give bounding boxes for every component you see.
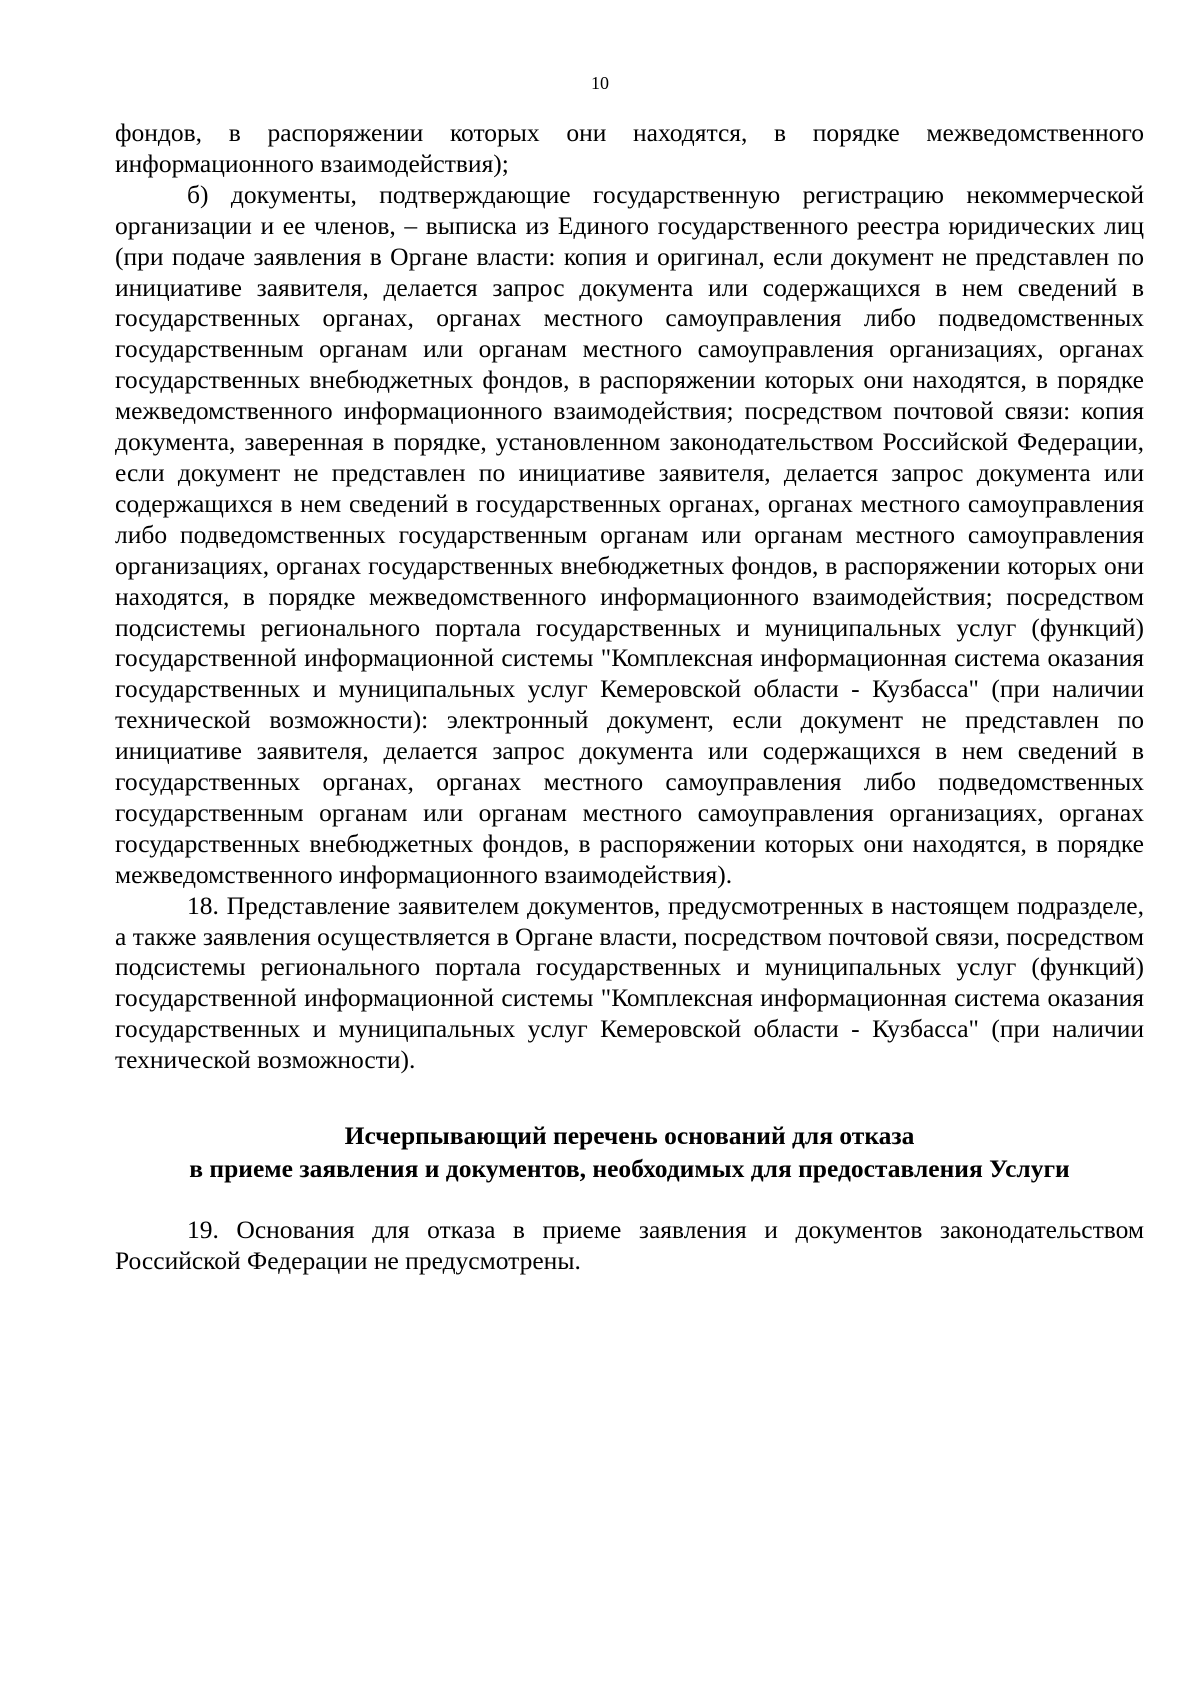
paragraph-item-19: 19. Основания для отказа в приеме заявления и документов законодательством Российской Федерации не предусмотрены. [115,1215,1144,1275]
paragraph-item-b: б) документы, подтверждающие государственную регистрацию некоммерческой организации и ее членов, – выписка из Единого государственного реестра юридических лиц (при подаче заявления в Органе власти: копия и оригинал, если документ не представлен по инициативе заявителя, делается запрос документа или содержащихся в нем сведений в государственных органах, органах местного самоуправления либо подведомственных государственным органам или органам местного самоуправления организациях, органах государственных внебюджетных фондов, в распоряжении которых они находятся, в порядке межведомственного информационного взаимодействия; посредством почтовой связи: копия документа, заверенная в порядке, установленном законодательством Российской Федерации, если документ не представлен по инициативе заявителя, делается запрос документа или содержащихся в нем сведений в государственных органах, органах местного самоуправления либо подведомственных государственным органам или органам местного самоуправления организациях, органах государственных внебюджетных фондов, в распоряжении которых они находятся, в порядке межведомственного информационного взаимодействия; посредством подсистемы регионального портала государственных и муниципальных услуг (функций) государственной информационной системы "Комплексная информационная система оказания государственных и муниципальных услуг Кемеровской области - Кузбасса" (при наличии технической возможности): электронный документ, если документ не представлен по инициативе заявителя, делается запрос документа или содержащихся в нем сведений в государственных органах, органах местного самоуправления либо подведомственных государственным органам или органам местного самоуправления организациях, органах государственных внебюджетных фондов, в распоряжении которых они находятся, в порядке межведомственного информационного взаимодействия). [115,179,1144,889]
page-number: 10 [591,73,609,93]
section-heading [115,1119,1144,1185]
document-body [115,118,1144,1277]
section-heading-line-2: в приеме заявления и документов, необходимых для предоставления Услуги [189,1154,1070,1184]
paragraph-item-18: 18. Представление заявителем документов, предусмотренных в настоящем подразделе, а также заявления осуществляется в Органе власти, посредством почтовой связи, посредством подсистемы регионального портала государственных и муниципальных услуг (функций) государственной информационной системы "Комплексная информационная система оказания государственных и муниципальных услуг Кемеровской области - Кузбасса" (при наличии технической возможности). [115,890,1144,1075]
paragraph-continuation: фондов, в распоряжении которых они находятся, в порядке межведомственного информационного взаимодействия); [115,118,1144,178]
section-heading-line-1: Исчерпывающий перечень оснований для отказа [344,1121,915,1151]
